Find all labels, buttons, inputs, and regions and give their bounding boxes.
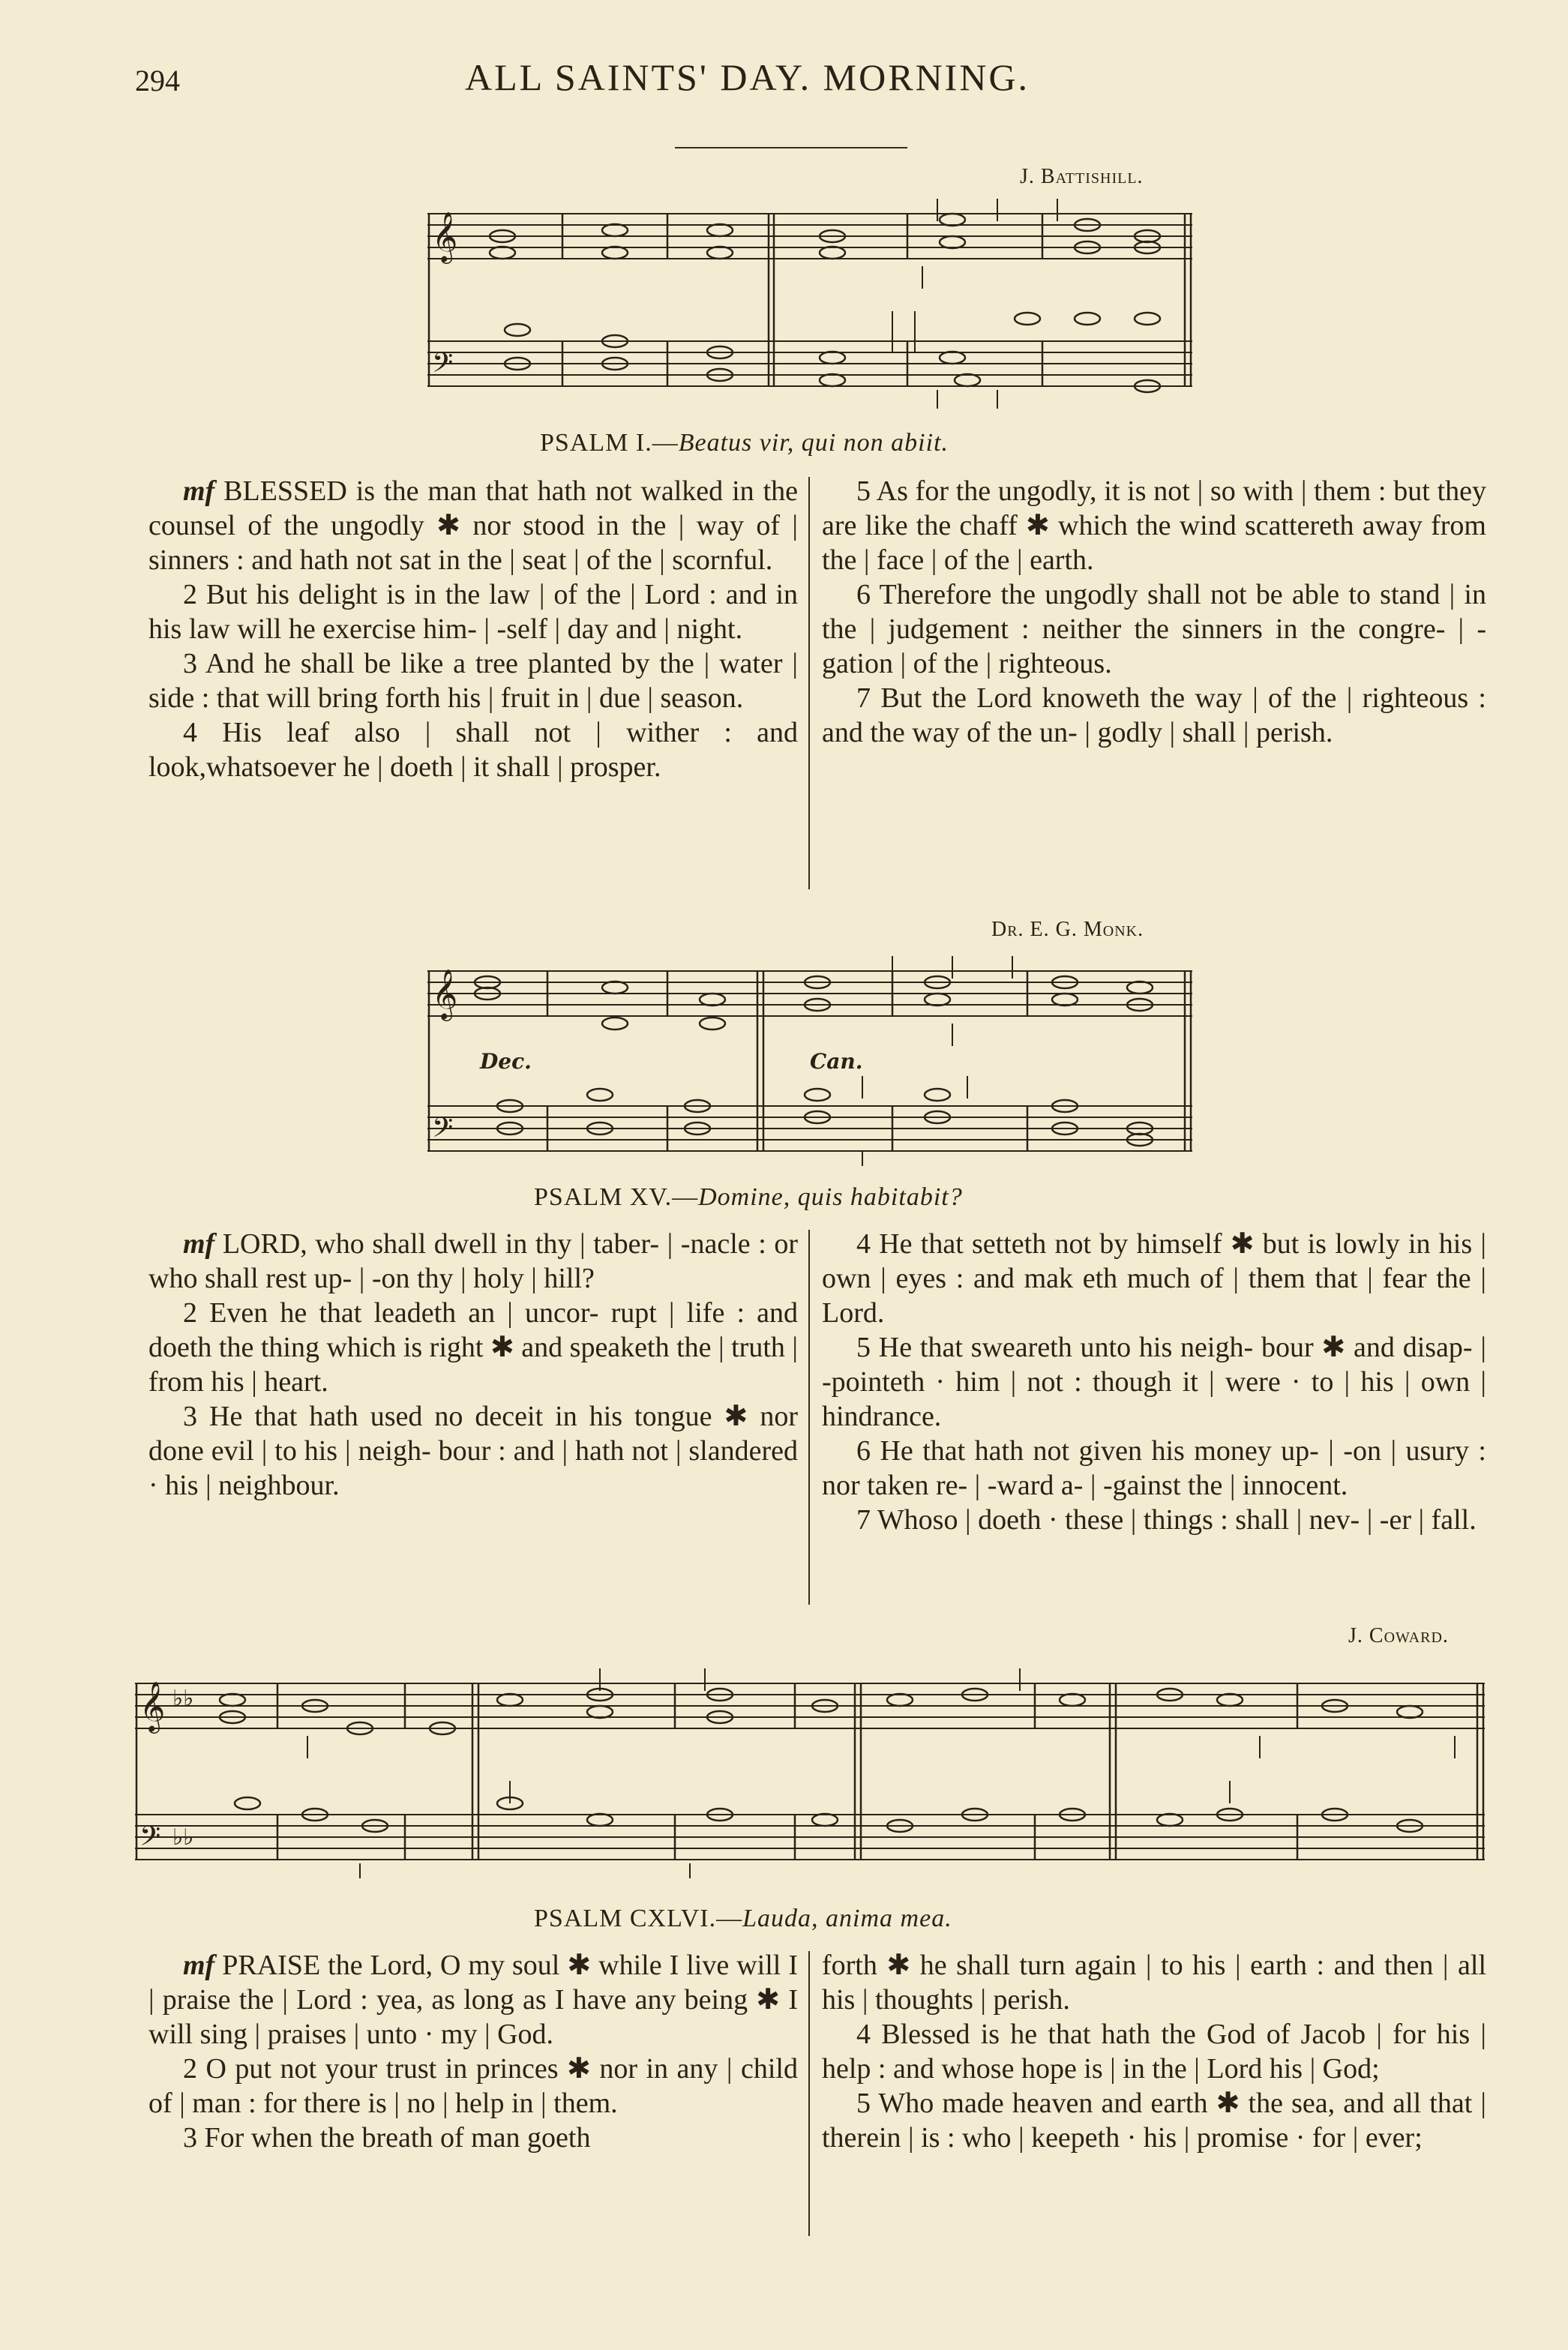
- psalm-15-verse-3: 3 He that hath used no deceit in his tongue ✱ nor done evil | to his | neigh- bour : and | hath not | slandered · his | neighbour.: [148, 1401, 798, 1501]
- page-number: 294: [135, 64, 180, 97]
- psalm-1-latin: Beatus vir, qui non abiit.: [678, 429, 949, 457]
- dynamic-mark: mf: [183, 1228, 215, 1260]
- psalm-1-left-column: [148, 474, 798, 784]
- psalm-146-verse-3: 3 For when the breath of man goeth: [183, 2122, 591, 2154]
- psalm-1-verse-3: 3 And he shall be like a tree planted by the | water | side : that will bring forth his | fruit in | due | season.: [148, 648, 798, 714]
- svg-text:𝄞: 𝄞: [139, 1680, 166, 1731]
- decani-mark: Dec.: [480, 1049, 532, 1074]
- psalm-146-left-column: [148, 1948, 798, 2155]
- cantoris-mark: Can.: [810, 1049, 863, 1074]
- svg-text:♭♭: ♭♭: [172, 1824, 194, 1851]
- psalm-1-verse-6: 6 Therefore the ungodly shall not be able to stand | in the | judgement : neither the sinners in the congre- | -gation | of the | righteous.: [822, 579, 1486, 679]
- psalm-1-verse-4: 4 His leaf also | shall not | wither : and look,whatsoever he | doeth | it shall | prosper.: [148, 717, 798, 783]
- psalm-146-number: PSALM CXLVI.—: [534, 1905, 743, 1932]
- psalm-146-latin: Lauda, anima mea.: [742, 1905, 952, 1932]
- psalm-15-latin: Domine, quis habitabit?: [698, 1183, 963, 1211]
- psalm-1-verse-7: 7 But the Lord knoweth the way | of the | righteous : and the way of the un- | godly | shall | perish.: [822, 682, 1486, 748]
- psalm-15-verse-4: 4 He that setteth not by himself ✱ but is lowly in his | own | eyes : and mak eth much of | them that | fear the | Lord.: [822, 1228, 1486, 1329]
- psalm-15-verse-7: 7 Whoso | doeth · these | things : shall | nev- | -er | fall.: [856, 1504, 1477, 1536]
- page-header: [120, 52, 1462, 112]
- column-divider: [808, 477, 810, 889]
- psalm-146-verse-5: 5 Who made heaven and earth ✱ the sea, and all that | therein | is : who | keepeth · his | promise · for | ever;: [822, 2088, 1486, 2154]
- psalm-15-number: PSALM XV.—: [534, 1183, 699, 1211]
- psalm-1-verse-5: 5 As for the ungodly, it is not | so with | them : but they are like the chaff ✱ which the wind scattereth away from the | face | of the | earth.: [822, 475, 1486, 576]
- psalm-146-verse-4: 4 Blessed is he that hath the God of Jacob | for his | help : and whose hope is | in the | Lord his | God;: [822, 2019, 1486, 2085]
- psalm-1-number: PSALM I.—: [540, 429, 679, 457]
- running-title: ALL SAINTS' DAY. MORNING.: [465, 56, 1030, 98]
- psalm-15-title: [534, 1183, 963, 1212]
- psalm-15-left-column: [148, 1227, 798, 1503]
- composer-battishill: J. Battishill.: [1020, 165, 1144, 188]
- psalm-146-verse-3-cont: forth ✱ he shall turn again | to his | earth : and then | all his | thoughts | perish.: [822, 1950, 1486, 2016]
- composer-coward: J. Coward.: [1348, 1624, 1449, 1647]
- svg-text:♭♭: ♭♭: [172, 1686, 194, 1712]
- column-divider: [808, 1230, 810, 1605]
- chant-score-3: [135, 1653, 1492, 1878]
- svg-text:𝄞: 𝄞: [432, 968, 458, 1019]
- header-rule: [675, 147, 907, 148]
- chant-score-2: [427, 949, 1200, 1166]
- psalm-1-verse-1: mf BLESSED is the man that hath not walked in the counsel of the ungodly ✱ nor stood in the | way of | sinners : and hath not sat in the | seat | of the | scornful.: [148, 475, 798, 576]
- psalm-15-verse-1: mf LORD, who shall dwell in thy | taber- | -nacle : or who shall rest up- | -on thy | holy | hill?: [148, 1228, 798, 1294]
- psalm-1-verse-2: 2 But his delight is in the law | of the | Lord : and in his law will he exercise him- | -self | day and | night.: [148, 579, 798, 645]
- dynamic-mark: mf: [183, 1950, 215, 1981]
- chant-score-1: [427, 191, 1200, 416]
- psalm-1-title: [540, 429, 949, 457]
- composer-monk: Dr. E. G. Monk.: [991, 918, 1144, 941]
- svg-text:𝄢: 𝄢: [432, 1112, 454, 1150]
- column-divider: [808, 1951, 810, 2236]
- svg-text:𝄢: 𝄢: [432, 347, 454, 385]
- psalm-15-verse-5: 5 He that sweareth unto his neigh- bour ✱ and disap- | -pointeth · him | not : though it | were · to | his | own | hindrance.: [822, 1332, 1486, 1432]
- psalm-146-title: [534, 1905, 952, 1933]
- psalm-15-verse-2: 2 Even he that leadeth an | uncor- rupt | life : and doeth the thing which is right ✱ and speaketh the | truth | from his | heart.: [148, 1297, 799, 1398]
- svg-text:𝄞: 𝄞: [432, 211, 458, 262]
- psalm-1-right-column: [822, 474, 1486, 750]
- dynamic-mark: mf: [183, 475, 215, 507]
- svg-text:𝄢: 𝄢: [139, 1821, 161, 1859]
- psalm-146-verse-1: mf PRAISE the Lord, O my soul ✱ while I live will I | praise the | Lord : yea, as long as I have any being ✱ I will sing | praises | unto · my | God.: [148, 1950, 799, 2050]
- psalm-15-verse-6: 6 He that hath not given his money up- | -on | usury : nor taken re- | -ward a- | -gainst the | innocent.: [822, 1435, 1486, 1501]
- psalm-146-right-column: [822, 1948, 1486, 2155]
- psalm-15-right-column: [822, 1227, 1486, 1537]
- psalm-146-verse-2: 2 O put not your trust in princes ✱ nor in any | child of | man : for there is | no | help in | them.: [148, 2053, 798, 2119]
